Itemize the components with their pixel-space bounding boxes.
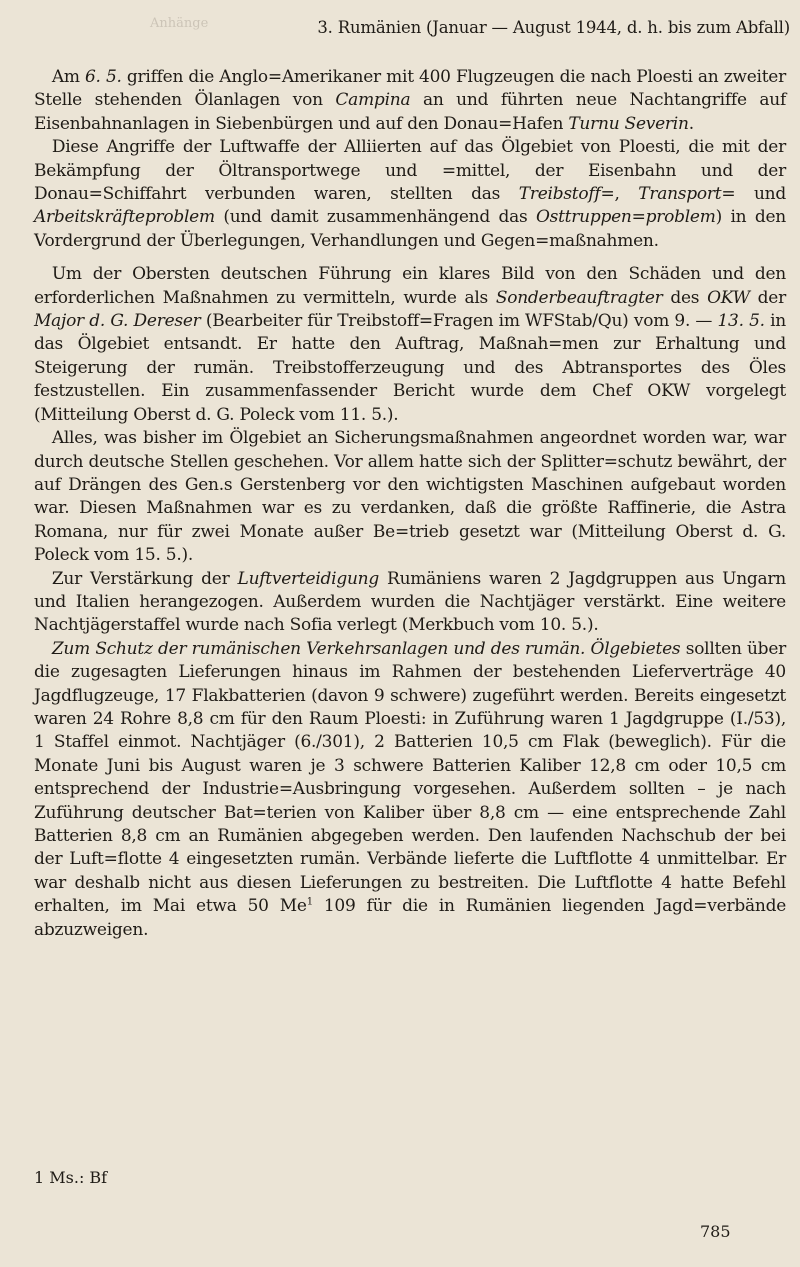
footnote: 1 Ms.: Bf <box>34 1168 108 1187</box>
body-text <box>34 66 786 942</box>
page-number: 785 <box>700 1222 731 1241</box>
paragraph-4: Alles, was bisher im Ölgebiet an Sicherungsmaßnahmen angeordnet worden war, war durch deutsche Stellen geschehen. Vor allem hatte sich der Splitter=schutz bewährt, der auf Drängen des Gen.s Gerstenberg vor den wichtigsten Maschinen aufgebaut worden war. Diesen Maßnahmen war es zu verdanken, daß die größte Raffinerie, die Astra Romana, nur für zwei Monate außer Be=trieb gesetzt war (Mitteilung Oberst d. G. Poleck vom 15. 5.). <box>34 428 786 566</box>
paragraph-2: Diese Angriffe der Luftwaffe der Alliierten auf das Ölgebiet von Ploesti, die mit der Bekämpfung der Öltransportwege und =mittel, der Eisenbahn und der Donau=Schiffahrt verbunden waren, stellten das Treibstoff=, Transport= und Arbeitskräfteproblem (und damit zusammenhängend das Osttruppen=problem) in den Vordergrund der Überlegungen, Verhandlungen und Gegen=maßnahmen. <box>34 137 787 251</box>
bleed-through-text: Anhänge <box>150 16 209 31</box>
paragraph-5: Zur Verstärkung der Luftverteidigung Rumäniens waren 2 Jagdgruppen aus Ungarn und Italien herangezogen. Außerdem wurden die Nachtjäger verstärkt. Eine weitere Nachtjägerstaffel wurde nach Sofia verlegt (Merkbuch vom 10. 5.). <box>34 568 786 636</box>
paragraph-3: Um der Obersten deutschen Führung ein klares Bild von den Schäden und den erforderlichen Maßnahmen zu vermitteln, wurde als Sonderbeauftragter des OKW der Major d. G. Dereser (Bearbeiter für Treibstoff=Fragen im WFStab/Qu) vom 9. — 13. 5. in das Ölgebiet entsandt. Er hatte den Auftrag, Maßnah=men zur Erhaltung und Steigerung der rumän. Treibstofferzeugung und des Abtransportes des Öles festzustellen. Ein zusammenfassender Bericht wurde dem Chef OKW vorgelegt (Mitteilung Oberst d. G. Poleck vom 11. 5.). <box>34 264 786 425</box>
running-header: 3. Rumänien (Januar — August 1944, d. h. bis zum Abfall) <box>317 18 790 37</box>
paragraph-1: Am 6. 5. griffen die Anglo=Amerikaner mit 400 Flugzeugen die nach Ploesti an zweiter Stelle stehenden Ölanlagen von Campina an und führten neue Nachtangriffe auf Eisenbahnanlagen in Siebenbürgen und auf den Donau=Hafen Turnu Severin. <box>34 67 787 134</box>
paragraph-6: Zum Schutz der rumänischen Verkehrsanlagen und des rumän. Ölgebietes sollten über die zugesagten Lieferungen hinaus im Rahmen der bestehenden Lieferverträge 40 Jagdflugzeuge, 17 Flakbatterien (davon 9 schwere) zugeführt werden. Bereits eingesetzt waren 24 Rohre 8,8 cm für den Raum Ploesti: in Zuführung waren 1 Jagdgruppe (I./53), 1 Staffel einmot. Nachtjäger (6./301), 2 Batterien 10,5 cm Flak (beweglich). Für die Monate Juni bis August waren je 3 schwere Batterien Kaliber 12,8 cm oder 10,5 cm entsprechend der Industrie=Ausbringung vorgesehen. Außerdem sollten – je nach Zuführung deutscher Bat=terien von Kaliber über 8,8 cm — eine entsprechende Zahl Batterien 8,8 cm an Rumänien abgegeben werden. Den laufenden Nachschub der bei der Luft=flotte 4 eingesetzten rumän. Verbände lieferte die Luftflotte 4 unmittelbar. Er war deshalb nicht aus diesen Lieferungen zu bestreiten. Die Luftflotte 4 hatte Befehl erhalten, im Mai etwa 50 Me$^1$ 109 für die in Rumänien liegenden Jagd=verbände abzuzweigen. <box>34 638 787 940</box>
footnote-marker: 1 <box>306 896 313 908</box>
